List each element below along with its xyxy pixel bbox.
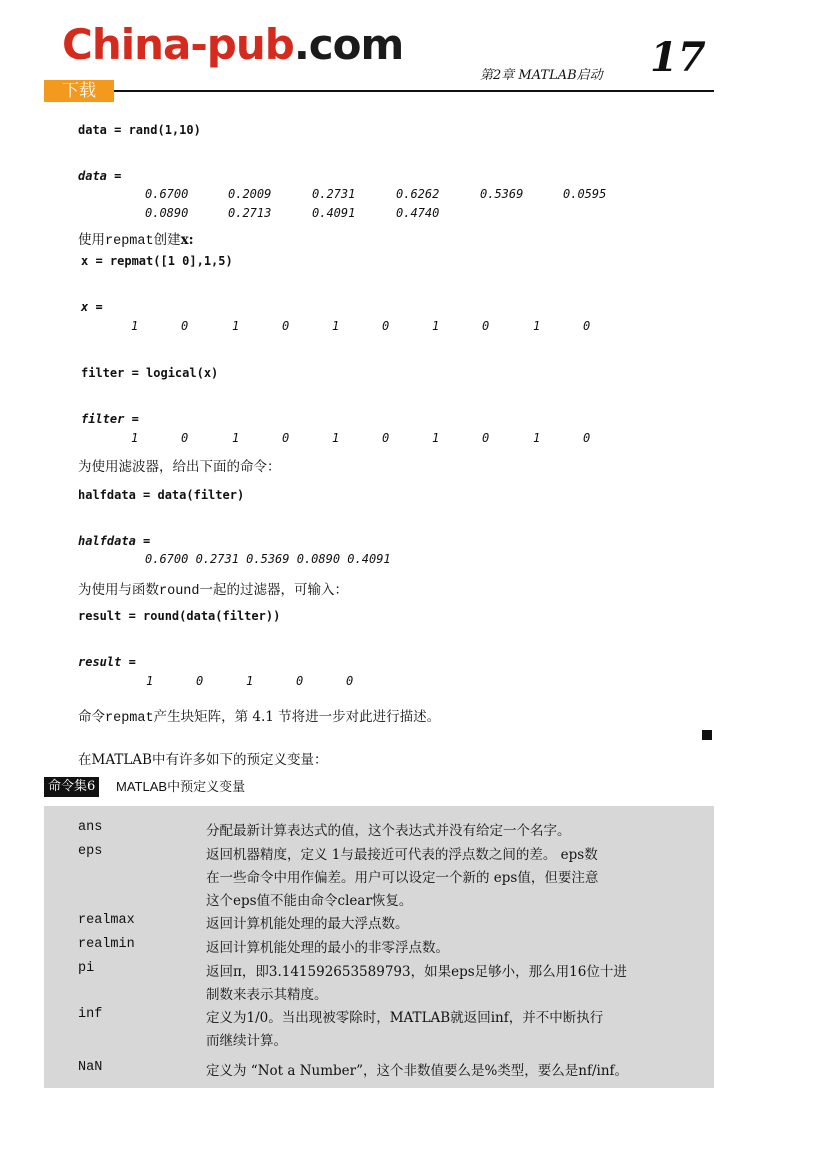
x-value: 0 bbox=[482, 319, 490, 333]
x-value: 1 bbox=[131, 319, 139, 333]
filter-value: 1 bbox=[432, 431, 440, 445]
command-set-badge: 命令集6 bbox=[44, 777, 99, 797]
result-value: 0 bbox=[196, 674, 204, 688]
x-value: 1 bbox=[332, 319, 340, 333]
x-value: 1 bbox=[533, 319, 541, 333]
data-value: 0.6262 bbox=[396, 187, 440, 201]
data-output-label: data = bbox=[78, 169, 122, 183]
result-value: 0 bbox=[346, 674, 354, 688]
table-desc: 这个eps值不能由命令clear恢复。 bbox=[206, 893, 413, 909]
prose-filter: 为使用滤波器，给出下面的命令： bbox=[78, 459, 281, 475]
header-rule bbox=[114, 90, 714, 92]
x-value: 0 bbox=[583, 319, 591, 333]
logo-part2: pub bbox=[206, 20, 294, 69]
prose-block-matrix: 命令repmat产生块矩阵，第 4.1 节将进一步对此进行描述。 bbox=[78, 709, 441, 726]
table-key: eps bbox=[78, 844, 103, 859]
table-desc: 在一些命令中用作偏差。用户可以设定一个新的 eps值，但要注意 bbox=[206, 870, 599, 886]
logo-part1: China- bbox=[62, 20, 207, 69]
filter-value: 0 bbox=[583, 431, 591, 445]
halfdata-output-label: halfdata = bbox=[78, 534, 151, 548]
data-value: 0.2009 bbox=[228, 187, 272, 201]
table-key: inf bbox=[78, 1007, 103, 1022]
x-value: 1 bbox=[432, 319, 440, 333]
table-key: NaN bbox=[78, 1060, 103, 1075]
filter-value: 1 bbox=[332, 431, 340, 445]
result-value: 1 bbox=[146, 674, 154, 688]
filter-value: 1 bbox=[131, 431, 139, 445]
data-value: 0.6700 bbox=[145, 187, 189, 201]
table-desc: 返回计算机能处理的最大浮点数。 bbox=[206, 916, 409, 932]
data-command: data = rand(1,10) bbox=[78, 123, 201, 137]
filter-output-row bbox=[0, 431, 825, 447]
table-key: realmax bbox=[78, 913, 135, 928]
filter-value: 1 bbox=[232, 431, 240, 445]
data-value: 0.2713 bbox=[228, 206, 272, 220]
x-output-label: x = bbox=[81, 300, 103, 314]
x-command: x = repmat([1 0],1,5) bbox=[81, 254, 233, 268]
table-desc: 返回π，即3.141592653589793，如果eps足够小，那么用16位十进 bbox=[206, 964, 627, 980]
table-key: ans bbox=[78, 820, 103, 835]
table-key: pi bbox=[78, 961, 95, 976]
data-value: 0.4740 bbox=[396, 206, 440, 220]
filter-value: 0 bbox=[482, 431, 490, 445]
filter-value: 1 bbox=[533, 431, 541, 445]
table-desc: 而继续计算。 bbox=[206, 1033, 287, 1049]
download-badge: 下载 bbox=[44, 80, 114, 102]
prose-round: 为使用与函数round一起的过滤器，可输入： bbox=[78, 582, 349, 599]
table-desc: 返回机器精度，定义 1与最接近可代表的浮点数之间的差。 eps数 bbox=[206, 847, 598, 863]
halfdata-values: 0.6700 0.2731 0.5369 0.0890 0.4091 bbox=[145, 552, 391, 566]
filter-value: 0 bbox=[382, 431, 390, 445]
table-desc: 制数来表示其精度。 bbox=[206, 987, 328, 1003]
filter-value: 0 bbox=[181, 431, 189, 445]
prose-predefined: 在MATLAB中有许多如下的预定义变量： bbox=[78, 752, 328, 768]
data-value: 0.0595 bbox=[563, 187, 607, 201]
data-value: 0.2731 bbox=[312, 187, 356, 201]
command-set-title: MATLAB中预定义变量 bbox=[116, 779, 246, 795]
page-number: 17 bbox=[650, 34, 706, 81]
x-value: 0 bbox=[181, 319, 189, 333]
x-value: 1 bbox=[232, 319, 240, 333]
chapter-title: 第2章 MATLAB启动 bbox=[480, 68, 603, 83]
data-output-row-1 bbox=[0, 187, 825, 203]
x-value: 0 bbox=[382, 319, 390, 333]
halfdata-command: halfdata = data(filter) bbox=[78, 488, 245, 502]
table-desc: 分配最新计算表达式的值，这个表达式并没有给定一个名字。 bbox=[206, 823, 571, 839]
x-output-row bbox=[0, 319, 825, 335]
x-value: 0 bbox=[282, 319, 290, 333]
table-key: realmin bbox=[78, 937, 135, 952]
logo-part3: .com bbox=[293, 20, 404, 69]
china-pub-logo bbox=[62, 20, 403, 69]
data-value: 0.4091 bbox=[312, 206, 356, 220]
data-value: 0.5369 bbox=[480, 187, 524, 201]
filter-command: filter = logical(x) bbox=[81, 366, 219, 380]
result-value: 1 bbox=[246, 674, 254, 688]
table-desc: 返回计算机能处理的最小的非零浮点数。 bbox=[206, 940, 449, 956]
filter-value: 0 bbox=[282, 431, 290, 445]
table-desc: 定义为1/0。当出现被零除时，MATLAB就返回inf，并不中断执行 bbox=[206, 1010, 604, 1026]
prose-repmat: 使用repmat创建x: bbox=[78, 232, 194, 249]
data-value: 0.0890 bbox=[145, 206, 189, 220]
end-of-example-square-icon bbox=[702, 730, 712, 740]
result-command: result = round(data(filter)) bbox=[78, 609, 281, 623]
data-output-row-2 bbox=[0, 206, 825, 222]
result-output-row bbox=[0, 674, 825, 690]
result-output-label: result = bbox=[78, 655, 136, 669]
filter-output-label: filter = bbox=[81, 412, 139, 426]
table-desc: 定义为 “Not a Number”，这个非数值要么是%类型，要么是nf/inf。 bbox=[206, 1063, 629, 1079]
result-value: 0 bbox=[296, 674, 304, 688]
